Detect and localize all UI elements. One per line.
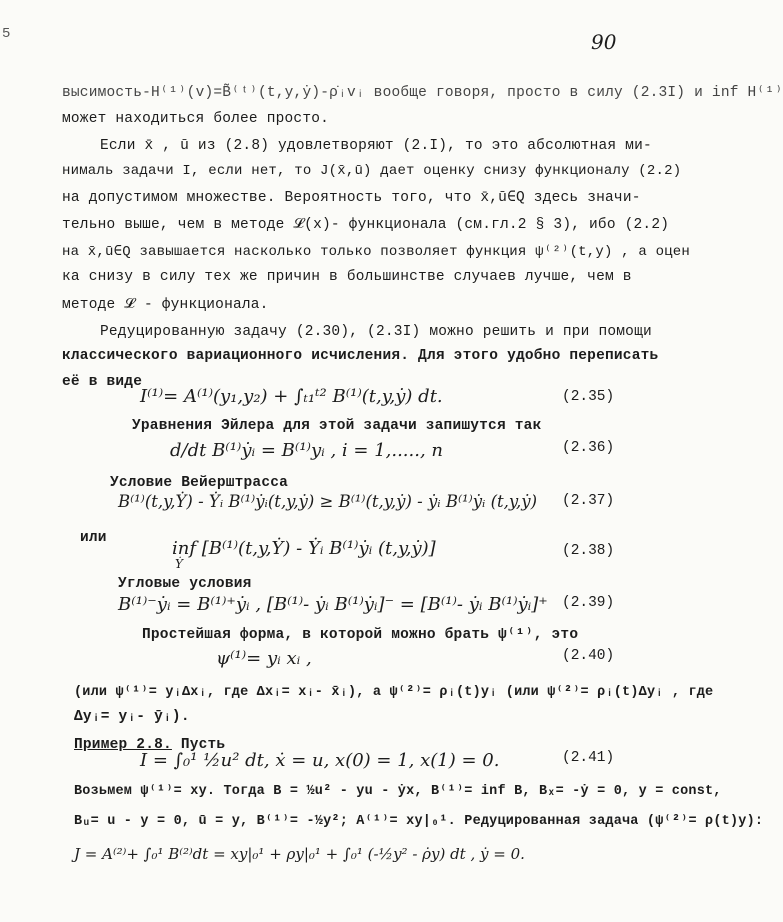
text-line: высимость-H⁽¹⁾(v)=B̃⁽ᵗ⁾(t,y,ẏ)-ρ̇ᵢvᵢ вообще говоря, просто в силу (2.3I) и inf H⁽¹⁾ — [62, 85, 783, 101]
equation-2-35: I⁽¹⁾= A⁽¹⁾(y₁,y₂) + ∫ₜ₁ᵗ² B⁽¹⁾(t,y,ẏ) dt. — [140, 386, 443, 407]
text-line: (или ψ⁽¹⁾= yᵢΔxᵢ, где Δxᵢ= xᵢ- x̄ᵢ), а ψ⁽²⁾= ρᵢ(t)yᵢ (или ψ⁽²⁾= ρᵢ(t)Δyᵢ , где — [74, 685, 714, 700]
text-line: тельно выше, чем в методе 𝓛(x)- функционала (см.гл.2 § 3), ибо (2.2) — [62, 217, 670, 233]
text-line: Простейшая форма, в которой можно брать ψ⁽¹⁾, это — [142, 627, 579, 643]
page-number: 90 — [591, 30, 617, 54]
text-line: классического вариационного исчисления. Для этого удобно переписать — [62, 348, 659, 364]
text-line: Условие Вейерштрасса — [110, 475, 289, 491]
equation-number: (2.39) — [562, 595, 615, 611]
equation-reduced: J = A⁽²⁾+ ∫₀¹ B⁽²⁾dt = xy|₀¹ + ρy|₀¹ + ∫₀¹ (-½y² - ρ̇y) dt , ẏ = 0. — [74, 845, 525, 863]
equation-number: (2.38) — [562, 543, 615, 559]
text-line: её в виде — [62, 374, 143, 390]
equation-2-37: B⁽¹⁾(t,y,Ẏ) - Ẏᵢ B⁽¹⁾ẏᵢ(t,y,ẏ) ≥ B⁽¹⁾(t,y,ẏ) - ẏᵢ B⁽¹⁾ẏᵢ (t,y,ẏ) — [118, 492, 538, 511]
equation-2-40: ψ⁽¹⁾= yᵢ xᵢ , — [216, 648, 312, 669]
equation-2-41: I = ∫₀¹ ½u² dt, ẋ = u, x(0) = 1, x(1) = 0. — [140, 750, 500, 771]
text-line: Редуцированную задачу (2.30), (2.3I) можно решить и при помощи — [100, 324, 652, 340]
example-label: Пример 2.8. — [74, 737, 172, 753]
text-line: Bᵤ= u - y = 0, ū = y, B⁽¹⁾= -½y²; A⁽¹⁾= xy|₀¹. Редуцированная задача (ψ⁽²⁾= ρ(t)y): — [74, 814, 764, 829]
equation-number: (2.40) — [562, 648, 615, 664]
example-text: Пусть — [171, 737, 226, 753]
equation-number: (2.41) — [562, 750, 615, 766]
text-line: ка снизу в силу тех же причин в большинстве случаев лучше, чем в — [62, 269, 632, 285]
text-line: Уравнения Эйлера для этой задачи запишутся так — [132, 418, 542, 434]
text-line: Угловые условия — [118, 576, 252, 592]
equation-2-38: inf [B⁽¹⁾(t,y,Ẏ) - Ẏᵢ B⁽¹⁾ẏᵢ (t,y,ẏ)] — [172, 538, 436, 559]
text-line: на допустимом множестве. Вероятность того, что x̄,ū∈Q здесь значи- — [62, 190, 641, 206]
margin-mark: 5 — [2, 26, 11, 42]
equation-2-39: B⁽¹⁾⁻ẏᵢ = B⁽¹⁾⁺ẏᵢ , [B⁽¹⁾- ẏᵢ B⁽¹⁾ẏᵢ]⁻ = [B⁽¹⁾- ẏᵢ B⁽¹⁾ẏᵢ]⁺ — [118, 594, 548, 615]
text-line: методе 𝓛 - функционала. — [62, 297, 269, 313]
text-line: или — [80, 530, 107, 546]
text-line: может находиться более просто. — [62, 111, 330, 127]
text-line: Δyᵢ= yᵢ- ȳᵢ). — [74, 709, 190, 725]
text-line: Возьмем ψ⁽¹⁾= xy. Тогда B = ½u² - yu - ẏx, B⁽¹⁾= inf B, Bₓ= -ẏ = 0, y = const, — [74, 784, 722, 799]
text-line: нималь задачи I, если нет, то J(x̄,ū) дает оценку снизу функционалу (2.2) — [62, 163, 682, 179]
text-line: на x̄,ū∈Q завышается насколько только позволяет функция ψ⁽²⁾(t,y) , а оцен — [62, 244, 690, 260]
equation-number: (2.36) — [562, 440, 615, 456]
equation-subscript: Ẏ — [175, 557, 183, 571]
equation-2-36: d/dt B⁽¹⁾ẏᵢ = B⁽¹⁾yᵢ , i = 1,....., n — [170, 440, 444, 461]
equation-number: (2.37) — [562, 493, 615, 509]
equation-number: (2.35) — [562, 389, 615, 405]
text-line: Если x̄ , ū из (2.8) удовлетворяют (2.I), то это абсолютная ми- — [100, 138, 652, 154]
